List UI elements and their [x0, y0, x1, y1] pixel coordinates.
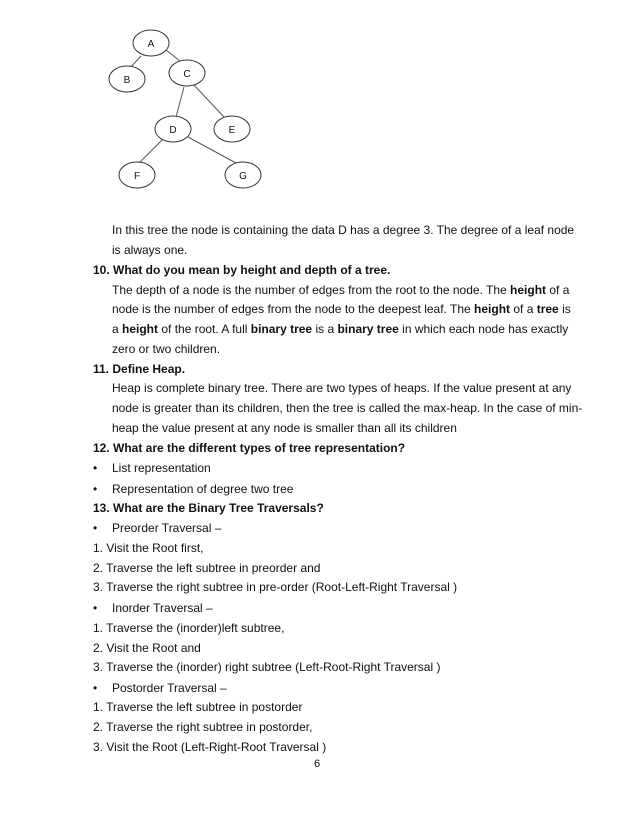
- edge-a-c: [166, 50, 180, 61]
- edge-c-d: [176, 87, 184, 117]
- bullet-icon: •: [93, 521, 98, 535]
- node-b-label: B: [123, 75, 131, 86]
- tree-diagram: [0, 0, 638, 200]
- q12-bullet2: Representation of degree two tree: [112, 482, 294, 496]
- inorder-title: Inorder Traversal –: [112, 601, 213, 615]
- preorder-step2: 2. Traverse the left subtree in preorder and: [93, 561, 321, 575]
- node-a-label: A: [147, 39, 155, 50]
- q10-l2-a: node is the number of edges from the node to the deepest leaf. The: [112, 302, 475, 316]
- page-number: 6: [314, 758, 321, 770]
- q10-line4: zero or two children.: [112, 342, 221, 356]
- q10-l3-g: in which each node has exactly: [398, 322, 569, 336]
- q10-l2-e: is: [558, 302, 571, 316]
- node-e-label: E: [228, 125, 236, 136]
- q10-line2: [112, 301, 571, 317]
- q12-heading: 12. What are the different types of tree representation?: [93, 441, 406, 455]
- q11-line1: Heap is complete binary tree. There are two types of heaps. If the value present at any: [112, 381, 572, 395]
- q10-l3-d: binary tree: [250, 322, 313, 336]
- postorder-step1: 1. Traverse the left subtree in postorder: [93, 700, 303, 714]
- inorder-step1: 1. Traverse the (inorder)left subtree,: [93, 621, 285, 635]
- q10-l3-a: a: [112, 322, 123, 336]
- postorder-step2: 2. Traverse the right subtree in postorder,: [93, 720, 313, 734]
- node-d-label: D: [169, 125, 177, 136]
- bullet-icon: •: [93, 681, 98, 695]
- bullet-icon: •: [93, 482, 98, 496]
- bullet-icon: •: [93, 461, 98, 475]
- q10-l3-b: height: [122, 322, 159, 336]
- node-c-label: C: [183, 69, 191, 80]
- q10-l3-e: is a: [312, 322, 338, 336]
- inorder-step3: 3. Traverse the (inorder) right subtree (Left-Root-Right Traversal ): [93, 660, 441, 674]
- q10-heading: 10. What do you mean by height and depth of a tree.: [93, 263, 391, 277]
- q10-line1: [112, 282, 569, 298]
- bullet-icon: •: [93, 601, 98, 615]
- q10-l3-f: binary tree: [337, 322, 399, 336]
- node-f-label: F: [133, 171, 141, 182]
- q10-l3-c: of the root. A full: [158, 322, 251, 336]
- q12-bullet1: List representation: [112, 461, 211, 475]
- postorder-title: Postorder Traversal –: [112, 681, 227, 695]
- q11-heading: 11. Define Heap.: [93, 362, 186, 376]
- q10-l2-b: height: [474, 302, 511, 316]
- q10-l1-b: height: [510, 283, 547, 297]
- inorder-step2: 2. Visit the Root and: [93, 641, 201, 655]
- q10-line3: [112, 321, 568, 337]
- edge-c-e: [193, 84, 225, 118]
- para1-line1: In this tree the node is containing the data D has a degree 3. The degree of a leaf node: [112, 223, 575, 237]
- q11-line3: heap the value present at any node is smaller than all its children: [112, 421, 457, 435]
- preorder-step3: 3. Traverse the right subtree in pre-order (Root-Left-Right Traversal ): [93, 580, 458, 594]
- preorder-title: Preorder Traversal –: [112, 521, 222, 535]
- q10-l1-c: of a: [546, 283, 570, 297]
- q10-l1-a: The depth of a node is the number of edges from the root to the node. The: [112, 283, 511, 297]
- q13-heading: 13. What are the Binary Tree Traversals?: [93, 501, 324, 515]
- node-g-label: G: [239, 171, 247, 182]
- preorder-step1: 1. Visit the Root first,: [93, 541, 204, 555]
- q10-l2-c: of a: [510, 302, 537, 316]
- para1-line2: is always one.: [112, 243, 188, 257]
- edge-d-f: [140, 139, 163, 162]
- postorder-step3: 3. Visit the Root (Left-Right-Root Traversal ): [93, 740, 327, 754]
- q11-line2: node is greater than its children, then the tree is called the max-heap. In the case of min-: [112, 401, 583, 415]
- q10-l2-d: tree: [536, 302, 559, 316]
